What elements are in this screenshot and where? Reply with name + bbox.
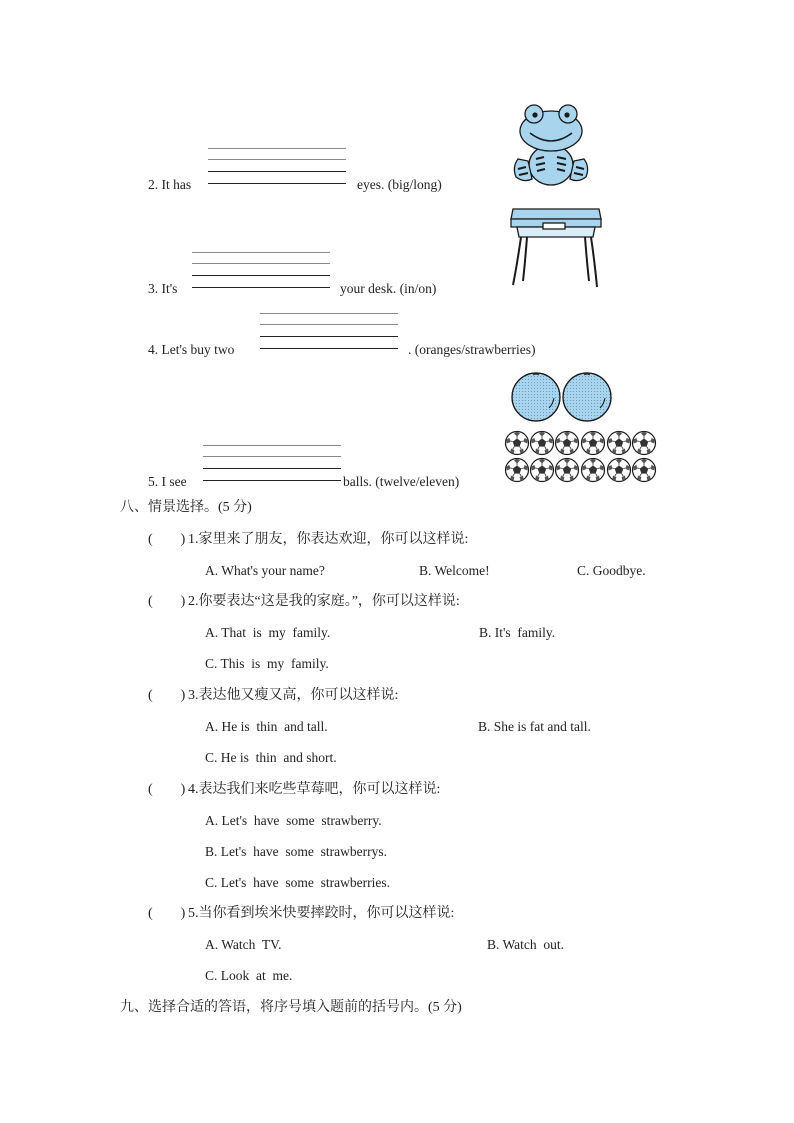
question-stem: 1.家里来了朋友，你表达欢迎，你可以这样说: <box>188 532 469 547</box>
option-c[interactable]: C. He is thin and short. <box>205 750 337 765</box>
writing-lines[interactable] <box>192 252 330 288</box>
option-c[interactable]: C. Let's have some strawberries. <box>205 875 391 890</box>
section-8-heading: 八、情景选择。(5 分) <box>120 500 252 515</box>
item-3-lead: 3. It's <box>148 281 178 296</box>
option-b[interactable]: B. Watch out. <box>487 937 565 952</box>
question-stem: 4.表达我们来吃些草莓吧，你可以这样说: <box>188 782 441 797</box>
answer-bracket[interactable]: ( ) <box>148 594 186 609</box>
answer-bracket[interactable]: ( ) <box>148 532 186 547</box>
writing-lines[interactable] <box>203 445 341 481</box>
option-a[interactable]: A. What's your name? <box>205 563 325 578</box>
oranges-picture <box>509 372 615 422</box>
option-c[interactable]: C. This is my family. <box>205 656 329 671</box>
section-9-heading: 九、选择合适的答语，将序号填入题前的括号内。(5 分) <box>120 1000 462 1015</box>
option-a[interactable]: A. Watch TV. <box>205 937 282 952</box>
question-stem: 3.表达他又瘦又高，你可以这样说: <box>188 688 399 703</box>
soccer-balls-picture <box>504 430 658 484</box>
item-4-tail: . (oranges/strawberries) <box>408 342 536 357</box>
item-5-lead: 5. I see <box>148 474 187 489</box>
question-stem: 2.你要表达“这是我的家庭。”，你可以这样说: <box>188 594 460 609</box>
answer-bracket[interactable]: ( ) <box>148 688 186 703</box>
writing-lines[interactable] <box>208 148 346 184</box>
option-a[interactable]: A. Let's have some strawberry. <box>205 813 382 828</box>
item-2-lead: 2. It has <box>148 177 192 192</box>
option-a[interactable]: A. That is my family. <box>205 625 331 640</box>
option-b[interactable]: B. Welcome! <box>419 563 490 578</box>
answer-bracket[interactable]: ( ) <box>148 906 186 921</box>
desk-picture <box>505 205 605 291</box>
option-b[interactable]: B. Let's have some strawberrys. <box>205 844 388 859</box>
item-5-tail: balls. (twelve/eleven) <box>343 474 460 489</box>
option-c[interactable]: C. Look at me. <box>205 968 293 983</box>
option-a[interactable]: A. He is thin and tall. <box>205 719 328 734</box>
option-b[interactable]: B. She is fat and tall. <box>478 719 591 734</box>
option-b[interactable]: B. It's family. <box>479 625 556 640</box>
item-2-tail: eyes. (big/long) <box>357 177 442 192</box>
item-3-tail: your desk. (in/on) <box>340 281 437 296</box>
writing-lines[interactable] <box>260 313 398 349</box>
option-c[interactable]: C. Goodbye. <box>577 563 646 578</box>
answer-bracket[interactable]: ( ) <box>148 782 186 797</box>
item-4-lead: 4. Let's buy two <box>148 342 235 357</box>
frog-picture <box>510 103 592 187</box>
question-stem: 5.当你看到埃米快要摔跤时，你可以这样说: <box>188 906 455 921</box>
